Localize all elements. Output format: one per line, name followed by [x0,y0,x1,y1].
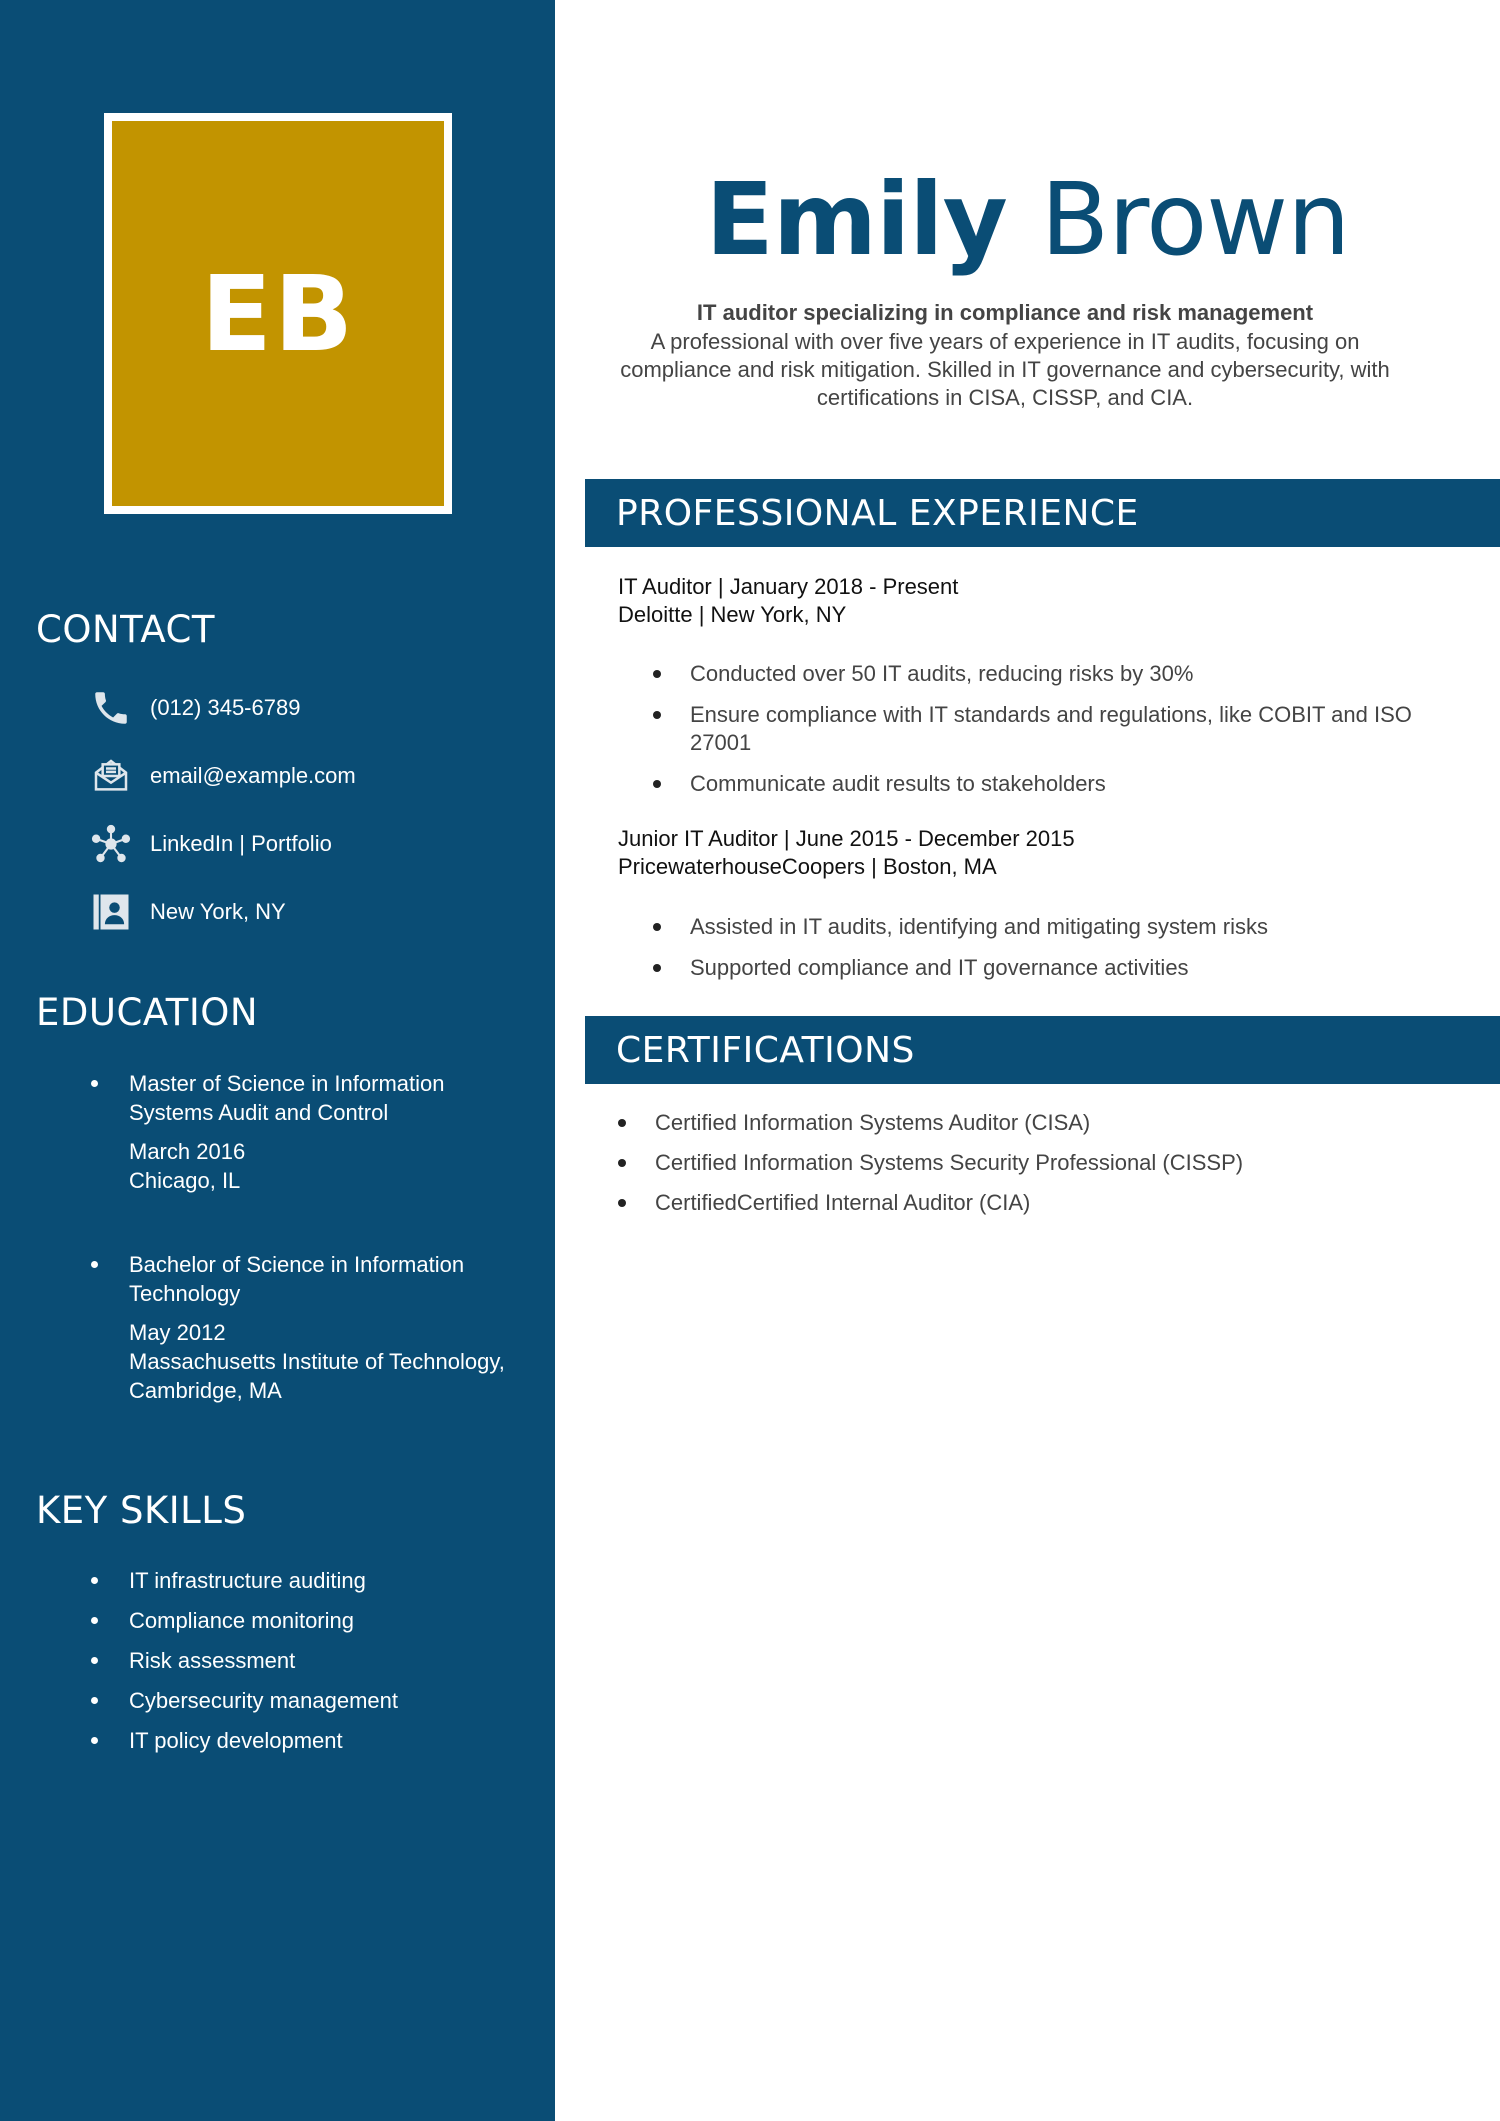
contact-email-text: email@example.com [150,763,356,788]
monogram-frame [104,113,452,514]
education-date: May 2012 [129,1320,226,1345]
education-heading: EDUCATION [36,991,259,1034]
certification-item: Certified Information Systems Auditor (CISA) [0,1109,1500,1137]
job-company: Deloitte | New York, NY [618,602,847,627]
certifications-heading: CERTIFICATIONS [585,1016,1500,1084]
contact-links [88,821,332,867]
certification-item: CertifiedCertified Internal Auditor (CIA) [0,1189,1500,1217]
job-bullet: Communicate audit results to stakeholders [0,770,1500,798]
certification-item: Certified Information Systems Security Professional (CISSP) [0,1149,1500,1177]
summary: A professional with over five years of experience in IT audits, focusing on compliance and risk mitigation. Skilled in IT governance and cybersecurity, with certifications in CISA, CISSP, and CIA. [620,329,1390,410]
skill-item: IT infrastructure auditing [0,1566,555,1595]
education-list-2 [0,1250,555,1405]
contact-links-text: LinkedIn | Portfolio [150,831,332,856]
skill-item: Risk assessment [0,1646,555,1675]
job-title: Junior IT Auditor | June 2015 - December 2015 [618,826,1075,851]
job-company: PricewaterhouseCoopers | Boston, MA [618,854,997,879]
contact-phone-text: (012) 345-6789 [150,695,301,720]
skill-item: Cybersecurity management [0,1686,555,1715]
education-degree: Master of Science in Information Systems Audit and Control [129,1071,445,1125]
job-bullet: Conducted over 50 IT audits, reducing risks by 30% [0,660,1500,688]
education-date: March 2016 [129,1139,246,1164]
sidebar [0,0,555,2121]
contact-heading: CONTACT [36,608,215,651]
job-bullets [0,913,1500,995]
first-name: Emily [705,161,1007,278]
headline: IT auditor specializing in compliance and risk management [696,300,1314,325]
skills-heading: KEY SKILLS [36,1489,247,1532]
education-item [0,1250,555,1405]
experience-heading: PROFESSIONAL EXPERIENCE [585,479,1500,547]
last-name: Brown [1040,161,1350,278]
job-title: IT Auditor | January 2018 - Present [618,574,959,599]
network-icon [88,821,134,867]
certifications-list [0,1109,1500,1229]
candidate-name [555,160,1500,280]
job-bullet: Assisted in IT audits, identifying and mitigating system risks [0,913,1500,941]
education-place: Massachusetts Institute of Technology, Cambridge, MA [129,1349,505,1403]
education-degree: Bachelor of Science in Information Technology [129,1252,465,1306]
skill-item: IT policy development [0,1726,555,1755]
job-bullet: Ensure compliance with IT standards and regulations, like COBIT and ISO 27001 [0,701,1500,757]
contact-location-text: New York, NY [150,899,286,924]
job-bullet: Supported compliance and IT governance activities [0,954,1500,982]
job-bullets [0,660,1500,811]
skill-item: Compliance monitoring [0,1606,555,1635]
monogram-initials: EB [112,121,444,506]
education-place: Chicago, IL [129,1168,241,1193]
skills-list [0,1566,555,1766]
